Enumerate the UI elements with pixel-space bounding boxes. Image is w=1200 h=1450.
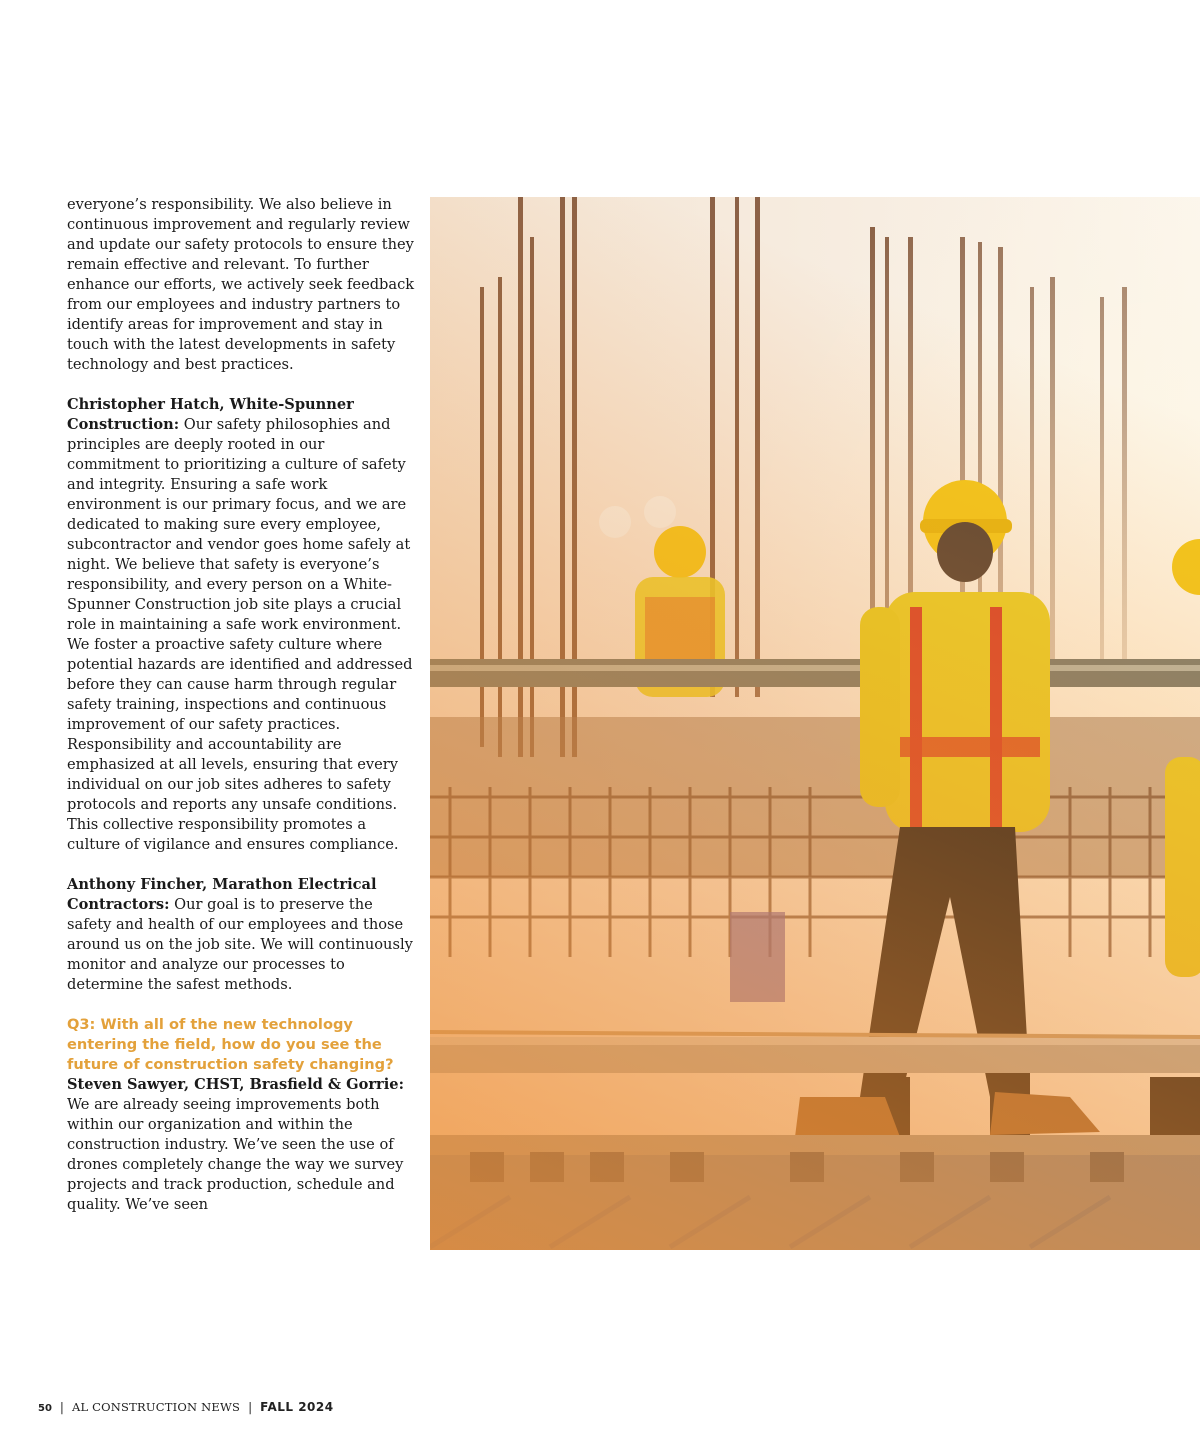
- issue-label: FALL 2024: [260, 1400, 334, 1414]
- footer-separator-2: |: [248, 1400, 253, 1414]
- paragraph-hatch: [67, 395, 417, 855]
- publication-name: AL CONSTRUCTION NEWS: [71, 1400, 241, 1414]
- article-column: [67, 195, 417, 1215]
- answer-text-fincher: Our goal is to preserve the safety and health of our employees and those around us on the job site. We will continuously monitor and analyze our processes to determine the safest methods.: [67, 896, 413, 993]
- answer-text-hatch: Our safety philosophies and principles are deeply rooted in our commitment to prioritizing a culture of safety and integrity. Ensuring a safe work environment is our primary focus, and we are dedicated to making sure every employee, subcontractor and vendor goes home safely at night. We believe that safety is everyone’s responsibility, and every person on a White-Spunner Construction job site plays a crucial role in maintaining a safe work environment. We foster a proactive safety culture where potential hazards are identified and addressed before they can cause harm through regular safety training, inspections and continuous improvement of our safety practices. Responsibility and accountability are emphasized at all levels, ensuring that every individual on our job sites adheres to safety protocols and reports any unsafe conditions. This collective responsibility promotes a culture of vigilance and ensures compliance.: [67, 416, 413, 853]
- speaker-name-fincher: Anthony Fincher, Marathon Electrical Contractors:: [67, 876, 377, 913]
- construction-workers-photo: [430, 197, 1200, 1250]
- page-number: 50: [38, 1403, 52, 1414]
- speaker-name-hatch: Christopher Hatch, White-Spunner Construction:: [67, 396, 354, 433]
- page-footer: [38, 1400, 334, 1414]
- paragraph-fincher: [67, 875, 417, 995]
- paragraph-intro: everyone’s responsibility. We also believe in continuous improvement and regularly review and update our safety protocols to ensure they remain effective and relevant. To further enhance our efforts, we actively seek feedback from our employees and industry partners to identify areas for improvement and stay in touch with the latest developments in safety technology and best practices.: [67, 196, 415, 373]
- answer-text-sawyer: We are already seeing improvements both within our organization and within the construction industry. We’ve seen the use of drones completely change the way we survey projects and track production, schedule and quality. We’ve seen: [67, 1096, 404, 1213]
- footer-separator: |: [59, 1400, 64, 1414]
- paragraph-sawyer: [67, 1075, 417, 1215]
- question-q3: Q3: With all of the new technology entering the field, how do you see the future of construction safety changing?: [67, 1016, 394, 1073]
- speaker-name-sawyer: Steven Sawyer, CHST, Brasfield & Gorrie:: [67, 1076, 404, 1093]
